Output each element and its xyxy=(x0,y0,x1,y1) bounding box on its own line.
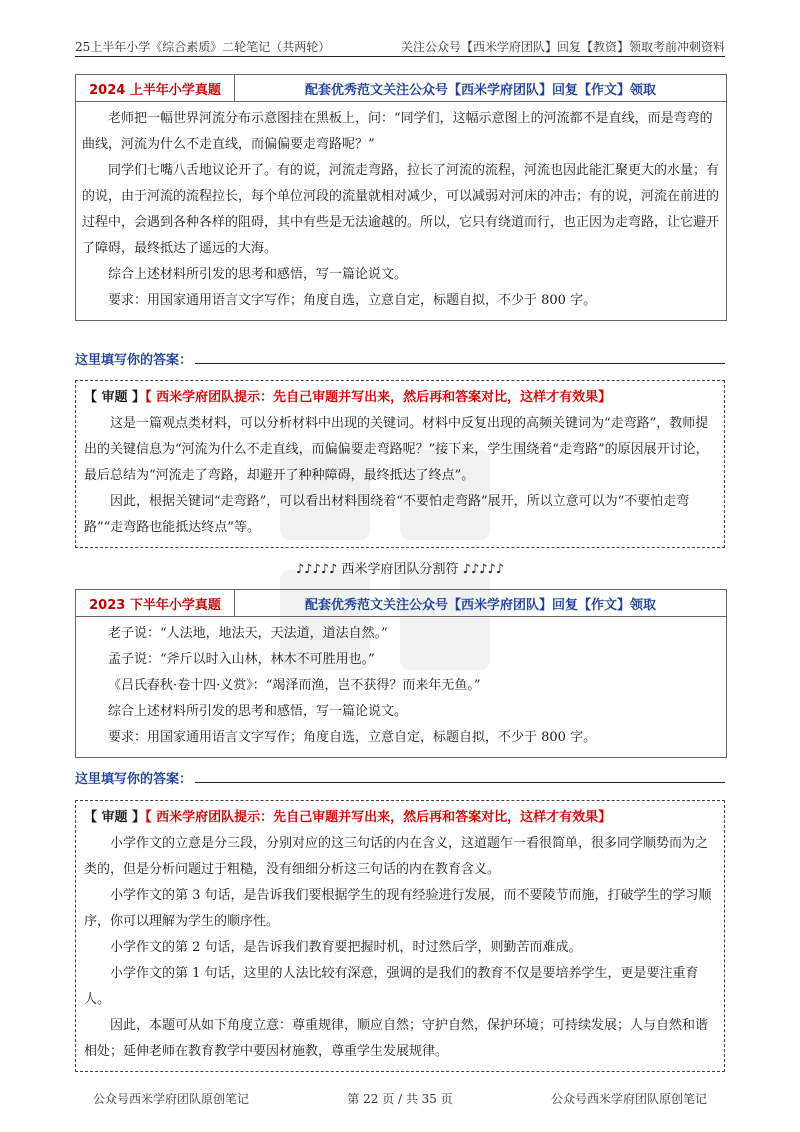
question-2024-paragraph: 老师把一幅世界河流分布示意图挂在黑板上，问：“同学们，这幅示意图上的河流都不是直线，而是弯弯的曲线，河流为什么不走直线，而偏偏要走弯路呢？” xyxy=(82,111,713,152)
footer-left-text: 公众号西米学府团队原创笔记 xyxy=(93,1092,250,1106)
header-right-text: 关注公众号【西米学府团队】回复【教资】领取考前冲刺资料 xyxy=(400,40,725,54)
question-2023-tag: 2023 下半年小学真题 xyxy=(76,590,235,616)
review-tip: 【 西米学府团队提示：先自己审题并写出来，然后再和答案对比，这样才有效果】 xyxy=(145,810,612,825)
header-left-text: 25上半年小学《综合素质》二轮笔记（共两轮） xyxy=(75,40,331,54)
answer-underline[interactable] xyxy=(195,363,725,364)
answer-line-2[interactable] xyxy=(75,768,725,788)
answer-label: 这里填写你的答案： xyxy=(75,353,193,368)
question-2024-promo: 配套优秀范文关注公众号【西米学府团队】回复【作文】领取 xyxy=(304,82,656,98)
question-2024-tabrow xyxy=(76,75,726,102)
review-paragraph: 小学作文的立意是分三段，分别对应的这三句话的内在含义，这道题乍一看很简单，很多同学顺势而为之类的，但是分析问题过于粗糙，没有细细分析这三句话的内在教育含义。 xyxy=(84,836,709,877)
review-label: 【 审题 】 xyxy=(84,390,146,405)
page-footer xyxy=(75,1090,725,1110)
review-paragraph: 因此，本题可从如下角度立意：尊重规律，顺应自然；守护自然，保护环境；可持续发展；人与自然和谐相处；延伸老师在教育教学中要因材施教，尊重学生发展规律。 xyxy=(84,1018,709,1059)
answer-label: 这里填写你的答案： xyxy=(75,772,193,787)
review-box-2 xyxy=(75,800,725,1072)
question-2023-paragraph: 老子说：“人法地，地法天，天法道，道法自然。” xyxy=(108,626,388,641)
question-2024-paragraph: 同学们七嘴八舌地议论开了。有的说，河流走弯路，拉长了河流的流程，河流也因此能汇聚更大的水量；有的说，由于河流的流程拉长，每个单位河段的流量就相对减少，可以减弱对河床的冲击；有的说，河流在前进的过程中，会遇到各种各样的阻碍，其中有些是无法逾越的。所以，它只有绕道而行，也正因为走弯路，让它避开了障碍，最终抵达了遥远的大海。 xyxy=(82,163,720,256)
question-2023-tabrow xyxy=(76,590,726,617)
question-2023-body xyxy=(76,617,726,757)
question-2024-body xyxy=(76,102,726,320)
question-2023-box xyxy=(75,589,727,758)
review-paragraph: 这是一篇观点类材料，可以分析材料中出现的关键词。材料中反复出现的高频关键词为“走弯路”，教师提出的关键信息为“河流为什么不走直线，而偏偏要走弯路呢？”接下来，学生围绕着“走弯路”的原因展开讨论，最后总结为“河流走了弯路，却避开了种种障碍，最终抵达了终点”。 xyxy=(84,416,709,483)
question-2024-paragraph: 要求：用国家通用语言文字写作；角度自选，立意自定，标题自拟，不少于 800 字。 xyxy=(108,293,597,308)
question-2024-tag: 2024 上半年小学真题 xyxy=(76,75,235,101)
review-heading xyxy=(84,805,716,831)
answer-underline[interactable] xyxy=(195,782,725,783)
review-paragraph: 小学作文的第 1 句话，这里的人法比较有深意，强调的是我们的教育不仅是要培养学生，更是要注重育人。 xyxy=(84,966,699,1007)
review-heading xyxy=(84,385,716,411)
question-2023-promo: 配套优秀范文关注公众号【西米学府团队】回复【作文】领取 xyxy=(304,597,656,613)
review-tip: 【 西米学府团队提示：先自己审题并写出来，然后再和答案对比，这样才有效果】 xyxy=(145,390,612,405)
question-2024-paragraph: 综合上述材料所引发的思考和感悟，写一篇论说文。 xyxy=(108,267,408,282)
question-2024-box xyxy=(75,74,727,321)
review-box-1 xyxy=(75,380,725,548)
footer-right-text: 公众号西米学府团队原创笔记 xyxy=(550,1092,707,1106)
section-separator: ♪♪♪♪♪ 西米学府团队分割符 ♪♪♪♪♪ xyxy=(295,562,505,577)
review-paragraph: 小学作文的第 3 句话，是告诉我们要根据学生的现有经验进行发展，而不要陵节而施，打破学生的学习顺序，你可以理解为学生的顺序性。 xyxy=(84,888,712,929)
review-paragraph: 因此，根据关键词“走弯路”，可以看出材料围绕着“不要怕走弯路”展开，所以立意可以为“不要怕走弯路”“走弯路也能抵达终点”等。 xyxy=(84,494,690,535)
question-2023-paragraph: 《吕氏春秋·卷十四·义赏》：“竭泽而渔，岂不获得？而来年无鱼。” xyxy=(108,678,481,693)
review-paragraph: 小学作文的第 2 句话，是告诉我们教育要把握时机，时过然后学，则勤苦而难成。 xyxy=(110,940,582,955)
question-2023-paragraph: 综合上述材料所引发的思考和感悟，写一篇论说文。 xyxy=(108,704,408,719)
question-2023-paragraph: 要求：用国家通用语言文字写作；角度自选，立意自定，标题自拟，不少于 800 字。 xyxy=(108,730,597,745)
page-number: 第 22 页 / 共 35 页 xyxy=(347,1092,453,1106)
question-2023-paragraph: 孟子说：“斧斤以时入山林，林木不可胜用也。” xyxy=(108,652,375,667)
answer-line-1[interactable] xyxy=(75,349,725,369)
page-header xyxy=(75,36,725,57)
review-label: 【 审题 】 xyxy=(84,810,146,825)
